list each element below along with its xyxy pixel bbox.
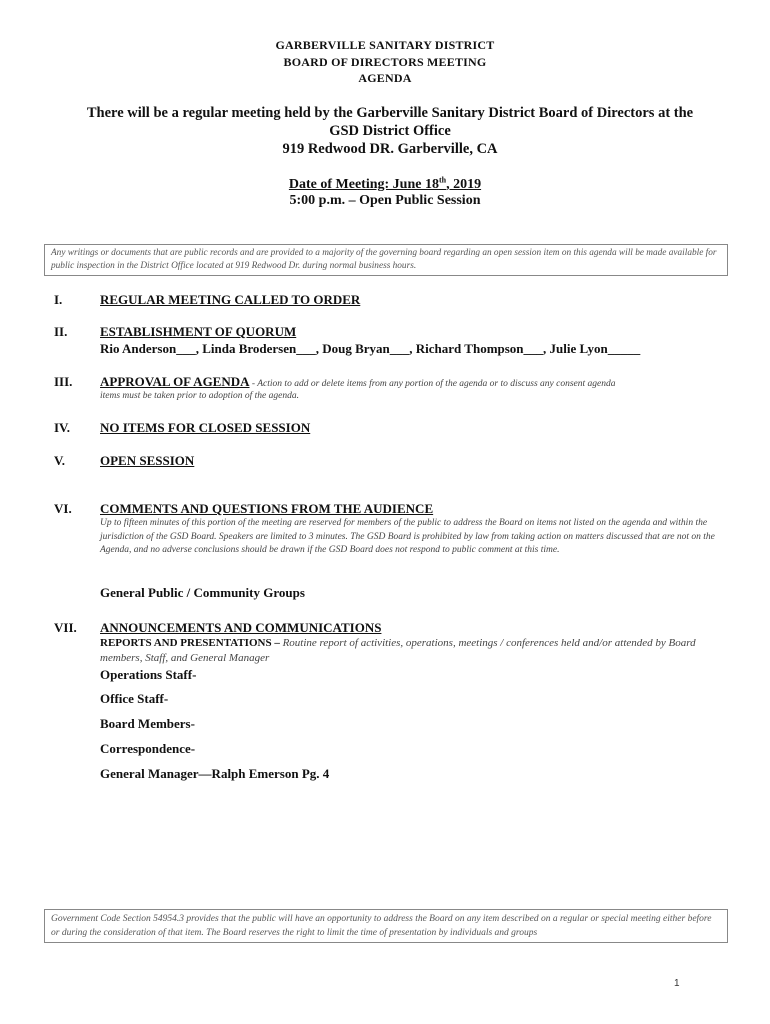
meeting-time: 5:00 p.m. – Open Public Session (289, 193, 481, 208)
correspondence: Correspondence- (100, 741, 196, 756)
item-iii-note-line-2: items must be taken prior to adoption of the agenda. (100, 391, 299, 401)
item-iii-note-line-1: - Action to add or delete items from any portion of the agenda or to discuss any consent agenda (249, 379, 616, 389)
government-code-notice: Government Code Section 54954.3 provides that the public will have an opportunity to address the Board on any item described on a regular or special meeting either before or during the consideration of that item. The Board reserves the right to limit the time of presentation by individuals and groups (44, 909, 728, 943)
item-title-vi: COMMENTS AND QUESTIONS FROM THE AUDIENCE (100, 501, 434, 516)
general-public-groups: General Public / Community Groups (100, 585, 305, 600)
meeting-date-sup: th (438, 175, 447, 184)
item-title-vii: ANNOUNCEMENTS AND COMMUNICATIONS (100, 620, 382, 635)
item-title-ii: ESTABLISHMENT OF QUORUM (100, 324, 297, 339)
reports-presentations (100, 636, 725, 666)
intro-line-2: GSD District Office (329, 123, 451, 139)
quorum-roll-call: Rio Anderson___, Linda Brodersen___, Doug Bryan___, Richard Thompson___, Julie Lyon_____ (100, 341, 641, 356)
meeting-date-prefix: Date of Meeting: June 18 (288, 176, 439, 192)
page-number: 1 (674, 978, 680, 989)
item-number-v: V. (54, 453, 65, 468)
meeting-type: BOARD OF DIRECTORS MEETING (283, 55, 487, 69)
board-members: Board Members- (100, 716, 195, 731)
item-number-vi: VI. (54, 501, 72, 516)
meeting-date-suffix: , 2019 (446, 176, 482, 192)
item-title-iii: APPROVAL OF AGENDA (100, 374, 250, 389)
item-title-iv: NO ITEMS FOR CLOSED SESSION (100, 420, 311, 435)
operations-staff: Operations Staff- (100, 667, 197, 682)
item-number-vii: VII. (54, 620, 77, 635)
item-title-v: OPEN SESSION (100, 453, 195, 468)
meeting-date (0, 175, 770, 193)
item-title-i: REGULAR MEETING CALLED TO ORDER (100, 292, 361, 307)
intro-address: 919 Redwood DR. Garberville, CA (282, 141, 498, 157)
district-name: GARBERVILLE SANITARY DISTRICT (275, 38, 495, 52)
reports-label: REPORTS AND PRESENTATIONS – (100, 637, 280, 649)
public-records-notice: Any writings or documents that are public records and are provided to a majority of the governing board regarding an open session item on this agenda will be made available for public inspection in the District Office located at 919 Redwood Dr. during normal business hours. (44, 244, 728, 276)
reports-note: Routine report of activities, operations, meetings / conferences held and/or attended by Board members, Staff, and General Manager (100, 637, 696, 664)
item-number-iii: III. (54, 374, 73, 389)
audience-comment-rules: Up to fifteen minutes of this portion of the meeting are reserved for members of the public to address the Board on items not listed on the agenda and within the jurisdiction of the GSD Board. Speakers are limited to 3 minutes. The GSD Board is prohibited by law from taking action on matters discussed that are not on the Agenda, and no adverse conclusions should be drawn if the GSD Board does not respond to public comment at this time. (100, 518, 715, 555)
item-number-iv: IV. (54, 420, 71, 435)
agenda-title: AGENDA (358, 71, 412, 85)
item-number-ii: II. (54, 324, 68, 339)
intro-line-1: There will be a regular meeting held by the Garberville Sanitary District Board of Directors at the (86, 105, 694, 121)
item-iii-heading (100, 374, 615, 390)
general-manager-report: General Manager—Ralph Emerson Pg. 4 (100, 766, 330, 781)
office-staff: Office Staff- (100, 691, 169, 706)
item-number-i: I. (54, 292, 63, 307)
